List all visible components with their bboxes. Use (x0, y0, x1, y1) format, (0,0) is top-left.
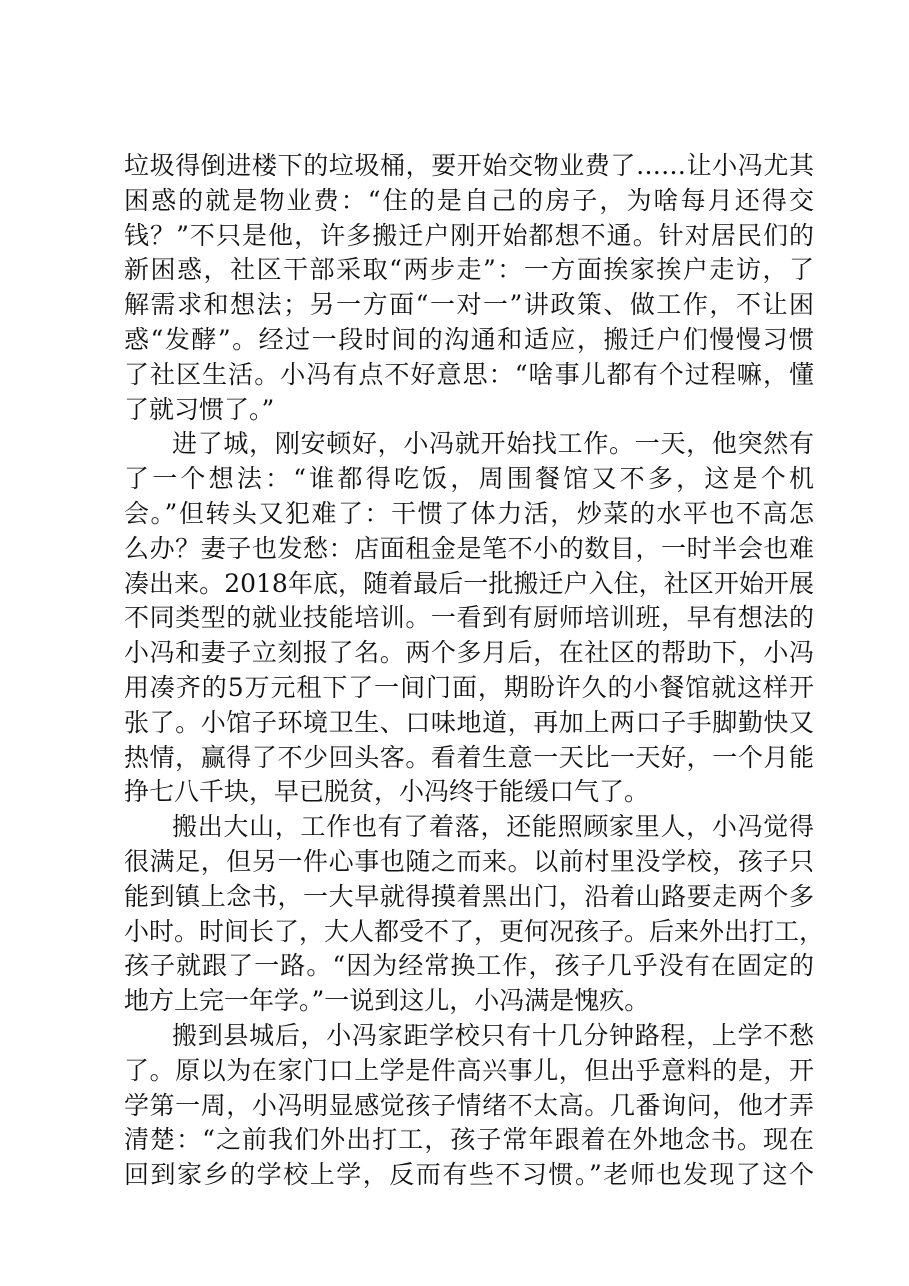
paragraph-3 (124, 810, 825, 1019)
text-line: 不同类型的就业技能培训。一看到有厨师培训班，早有想法的 (124, 603, 814, 633)
text-line: 了社区生活。小冯有点不好意思：“啥事儿都有个过程嘛，懂 (124, 359, 814, 389)
text-line: 学第一周，小冯明显感觉孩子情绪不太高。几番询问，他才弄 (124, 1090, 814, 1120)
text-line: 会。”但转头又犯难了：干惯了体力活，炒菜的水平也不高怎 (124, 498, 814, 528)
text-line: 新困惑，社区干部采取“两步走”：一方面挨家挨户走访，了 (124, 255, 814, 285)
text-line: 垃圾得倒进楼下的垃圾桶，要开始交物业费了……让小冯尤其 (124, 151, 814, 180)
text-line: 搬出大山，工作也有了着落，还能照顾家里人，小冯觉得 (172, 812, 814, 842)
text-line: 很满足，但另一件心事也随之而来。以前村里没学校，孩子只 (124, 846, 814, 876)
text-line: 么办？妻子也发愁：店面租金是笔不小的数目，一时半会也难 (124, 533, 814, 563)
text-line: 困惑的就是物业费：“住的是自己的房子，为啥每月还得交 (124, 185, 814, 215)
text-line: 回到家乡的学校上学，反而有些不习惯。”老师也发现了这个 (124, 1160, 814, 1190)
paragraph-4 (124, 1019, 814, 1193)
text-line: 孩子就跟了一路。“因为经常换工作，孩子几乎没有在固定的 (124, 951, 814, 981)
text-line: 了。原以为在家门口上学是件高兴事儿，但出乎意料的是，开 (124, 1055, 814, 1085)
text-line: 解需求和想法；另一方面“一对一”讲政策、做工作，不让困 (124, 290, 814, 320)
text-line: 小冯和妻子立刻报了名。两个多月后，在社区的帮助下，小冯 (124, 638, 814, 668)
text-line: 惑“发酵”。经过一段时间的沟通和适应，搬迁户们慢慢习惯 (124, 324, 814, 354)
text-line: 了一个想法：“谁都得吃饭，周围餐馆又不多，这是个机 (124, 464, 814, 494)
text-line: 张了。小馆子环境卫生、口味地道，再加上两口子手脚勤快又 (124, 707, 814, 737)
text-line: 搬到县城后，小冯家距学校只有十几分钟路程，上学不愁 (172, 1020, 814, 1050)
paragraph-2 (124, 427, 814, 810)
text-line: 挣七八千块，早已脱贫，小冯终于能缓口气了。 (124, 777, 650, 807)
text-line: 钱？”不只是他，许多搬迁户刚开始都想不通。针对居民们的 (124, 220, 814, 250)
text-line: 地方上完一年学。”一说到这儿，小冯满是愧疚。 (124, 986, 650, 1016)
text-line: 了就习惯了。” (124, 394, 275, 424)
text-line: 能到镇上念书，一大早就得摸着黑出门，沿着山路要走两个多 (124, 881, 814, 911)
text-line: 热情，赢得了不少回头客。看着生意一天比一天好，一个月能 (124, 742, 814, 772)
text-line: 清楚：“之前我们外出打工，孩子常年跟着在外地念书。现在 (124, 1125, 814, 1155)
paragraph-1 (124, 149, 814, 427)
text-line: 用凑齐的5万元租下了一间门面，期盼许久的小餐馆就这样开 (124, 672, 814, 702)
text-line: 小时。时间长了，大人都受不了，更何况孩子。后来外出打工， (124, 916, 825, 946)
body-text (124, 149, 825, 1193)
text-line: 进了城，刚安顿好，小冯就开始找工作。一天，他突然有 (172, 429, 814, 459)
text-line: 凑出来。2018年底，随着最后一批搬迁户入住，社区开始开展 (124, 568, 814, 598)
